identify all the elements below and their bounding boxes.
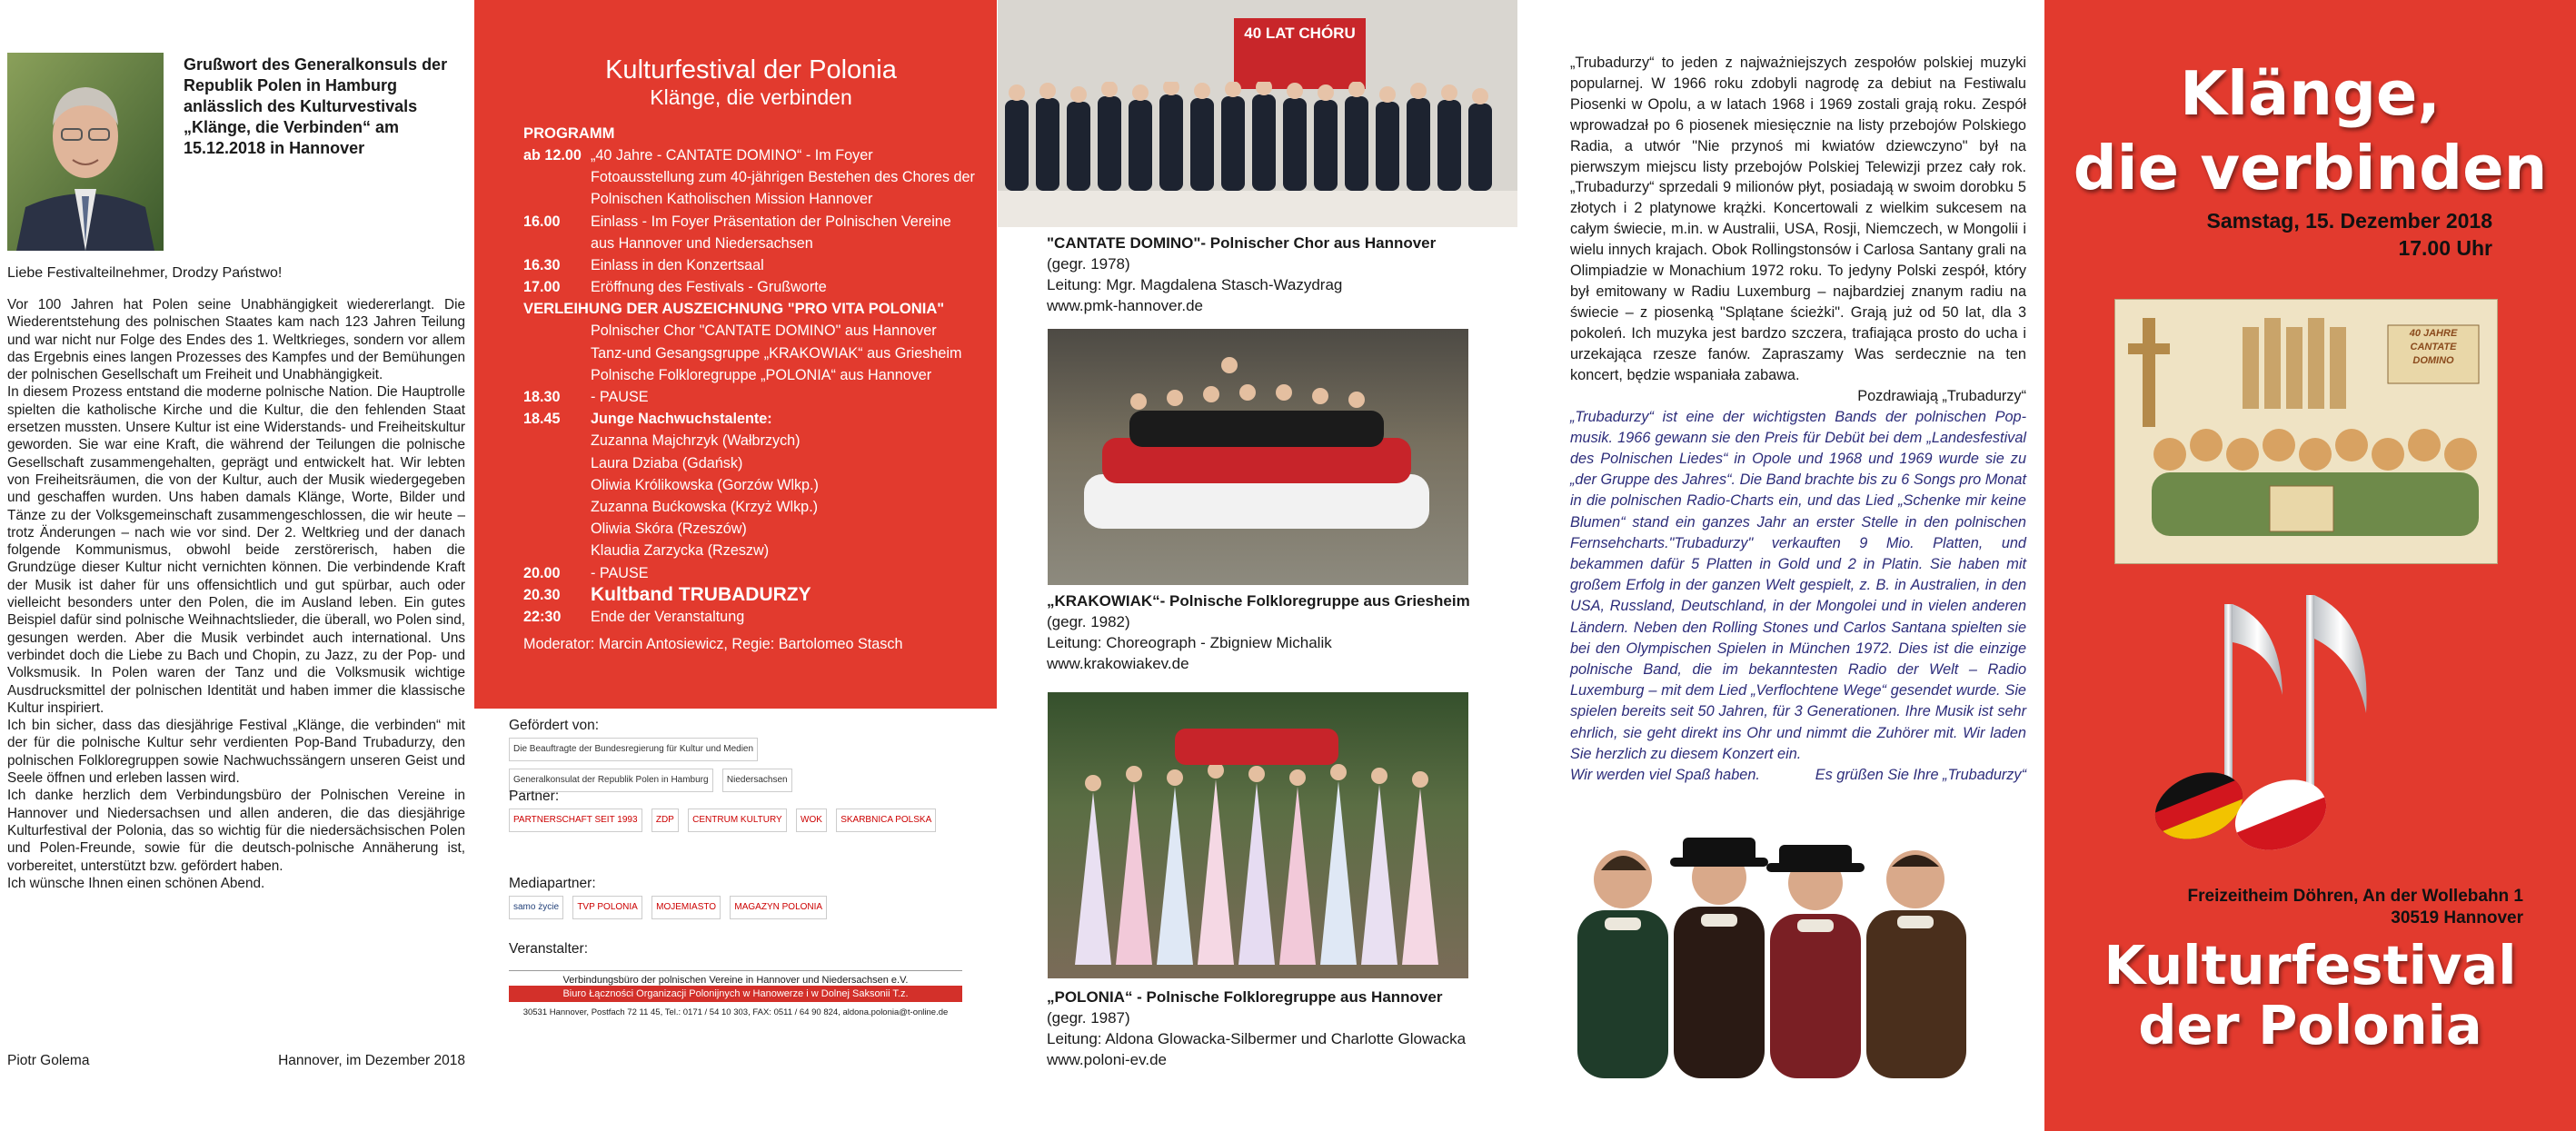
program-item: Kultband TRUBADURZY xyxy=(591,583,811,605)
organizer-address: 30531 Hannover, Postfach 72 11 45, Tel.: 0171 / 54 10 303, FAX: 0511 / 64 90 824, aldona.polonia@t-online.de xyxy=(522,1007,949,1017)
program-row xyxy=(523,540,979,561)
program-time: 18.30 xyxy=(523,389,561,406)
program-item: Einlass in den Konzertsaal xyxy=(591,257,764,274)
funded-label: Gefördert von: xyxy=(509,718,600,733)
program-row xyxy=(523,364,979,386)
band-text-german: „Trubadurzy“ ist eine der wichtigsten Bands der polnischen Pop-musik. 1966 gewann sie den Preis für Debüt bei dem „Landesfestival des Polnischen Liedes“ in Opole und 1968 und 1969 wurde sie zu „der Gruppe des Jahres“. Die Band brachte bis zu 6 Songs pro Monat in die polnischen Radio-Charts ein, und das Lied „Schenke mir keine Blumen“ stand ein ganzes Jahr an erster Stelle in den polnischen Fernsehcharts."Trubadurzy" verkauften 9 Mio. Platten, und bekammen dafür 5 Platten in Gold und 2 in Platin. Sie haben mit großem Erfolg in der ganzen Welt gespielt, z. B. in Australien, in den USA, Russland, Deutschland, in der Mongolei und in vielen anderen Ländern. Neben den Rolling Stones und Carlos Santana spielten sie bei den Olympischen Spielen in München 1972. Dies ist die einzige polnische Band, die im bekanntesten Radio der Welt – Radio Luxemburg – mit dem Lied „Verflochtene Wege“ gesendet wurde. Sie spielen bereits seit 50 Jahren, für 3 Generationen. Ihre Musik ist sehr ehrlich, sie geht direkt ins Ohr und nimmt die Zuhörer mit. Wir laden Sie herzlich zu diesem Konzert ein. xyxy=(1570,408,2026,762)
krakowiak-caption xyxy=(1047,590,1470,674)
program-row xyxy=(523,408,979,430)
program-row xyxy=(523,342,979,364)
funders-logos xyxy=(509,734,962,789)
caption-website: www.poloni-ev.de xyxy=(1047,1051,1167,1068)
caption-founded: (gegr. 1978) xyxy=(1047,255,1130,273)
letter-paragraph: In diesem Prozess entstand die moderne polnische Nation. Die Hauptrolle spielten die katholische Kirche und die Kultur, die den fehlenden Staat ersetzen mussten. Unsere Kultur ist eine Widerstands- und Freiheitskultur geworden. Sie war eine Kraft, die während der Teilungen die polnische Gesellschaft zusammengehalten, geprägt und entwickelt hat. Wir lebten von Freiheitsräumen, die von der Kultur, auch der Musik wiedergegeben und geschaffen wurden. Uns haben damals Klänge, Worte, Bilder und Tänze zu der Volksgemeinschaft zusammengeschlossen, die wir heute – trotz Änderungen – nach wie vor sind. Der 2. Weltkrieg und der danach folgende Kommunismus, obwohl beide zerstörerisch, haben die Grundzüge dieser Kultur nicht vernichten können. Die verbindende Kraft der Musik ist daher für uns offensichtlich und gut spürbar, auch oder vielleicht besonders unter den Polen, die im Ausland leben. Ein gutes Beispiel dafür sind polnische Weihnachtslieder, die überall, wo Polen sind, gesungen werden. Aber die Musik verbindet auch international. Uns verbindet doch die Liebe zu Bach und Chopin, zu Jazz, zu der Pop- und Volksmusik. In Polen waren der Tanz und die Volksmusik wichtige Ausdrucksmittel der polnischen Identität und haben immer die klassische Kultur inspiriert. xyxy=(7,384,465,716)
event-date: Samstag, 15. Dezember 2018 xyxy=(2206,209,2492,233)
program-item: „40 Jahre - CANTATE DOMINO“ - Im Foyer Fotoausstellung zum 40-jährigen Bestehen des Chores der Polnischen Katholischen Mission Hannover xyxy=(591,147,975,208)
sponsor-logo: ZDP xyxy=(651,809,679,832)
program-item: Junge Nachwuchstalente: xyxy=(591,411,772,428)
program-time: 20.30 xyxy=(523,586,561,603)
program-row xyxy=(523,496,979,518)
cover-bottom-line1: Kulturfestival xyxy=(2104,934,2517,997)
program-row xyxy=(523,254,979,276)
caption-title: „KRAKOWIAK“- Polnische Folkloregruppe aus Griesheim xyxy=(1047,592,1470,610)
program-title: Kulturfestival der Polonia xyxy=(605,55,897,84)
caption-founded: (gegr. 1982) xyxy=(1047,613,1130,630)
program-row xyxy=(523,276,979,298)
award-item: Polnischer Chor "CANTATE DOMINO" aus Hannover xyxy=(591,322,937,340)
program-row xyxy=(523,386,979,408)
letter-body xyxy=(7,296,465,892)
sponsor-logo: CENTRUM KULTURY xyxy=(688,809,787,832)
band-sign-right: Es grüßen Sie Ihre „Trubadurzy“ xyxy=(1815,766,2026,783)
youth-talent: Oliwia Królikowska (Gorzów Wlkp.) xyxy=(591,476,819,493)
program-time: 17.00 xyxy=(523,279,561,296)
greeting-panel xyxy=(0,0,474,1131)
program-time: 16.30 xyxy=(523,257,561,274)
music-note-icon xyxy=(2144,568,2417,886)
sponsor-logo: Generalkonsulat der Republik Polen in Hamburg xyxy=(509,769,713,792)
sponsor-logo: MAGAZYN POLONIA xyxy=(730,896,827,919)
salutation: Liebe Festivalteilnehmer, Drodzy Państwo! xyxy=(7,265,283,281)
cover-bottom-line2: der Polonia xyxy=(2138,994,2482,1057)
sponsor-logo: SKARBNICA POLSKA xyxy=(836,809,936,832)
program-row xyxy=(523,320,979,342)
program-row xyxy=(523,144,979,211)
moderator-line: Moderator: Marcin Antosiewicz, Regie: Bartolomeo Stasch xyxy=(523,636,903,653)
media-logos xyxy=(509,892,962,941)
program-row xyxy=(523,518,979,540)
program-row xyxy=(523,452,979,474)
sponsor-logo: Niedersachsen xyxy=(722,769,792,792)
signature-place: Hannover, im Dezember 2018 xyxy=(278,1053,465,1068)
cover-title-line2: die verbinden xyxy=(2073,133,2548,203)
program-item: - PAUSE xyxy=(591,389,649,406)
program-row xyxy=(523,606,979,628)
caption-leader: Leitung: Mgr. Magdalena Stasch-Wazydrag xyxy=(1047,276,1343,293)
organizer-name-pl: Biuro Łączności Organizacji Polonijnych w Hanowerze i w Dolnej Saksonii T.z. xyxy=(509,986,962,1002)
program-item: Ende der Veranstaltung xyxy=(591,609,745,626)
poster-illustration xyxy=(2114,299,2498,564)
groups-panel xyxy=(997,0,1517,1131)
krakowiak-photo xyxy=(1048,329,1468,585)
caption-leader: Leitung: Choreograph - Zbigniew Michalik xyxy=(1047,634,1332,651)
letter-paragraph: Ich danke herzlich dem Verbindungsbüro der Polnischen Vereine in Hannover und Niedersachsen und allen anderen, die das diesjährige Kulturfestival der Polonia, das so wichtig für die niedersächsischen Polen und Polen-Freunde, sowie für die deutsch-polnische Annäherung ist, vorbereitet, unterstützt bzw. gefördert haben. xyxy=(7,788,465,874)
letter-paragraph: Ich bin sicher, dass das diesjährige Festival „Klänge, die verbinden“ mit der für die polnische Kultur sehr verdienten Pop-Band Trubadurzy, den polnischen Folkloregruppen sowie Nachwuchssängern unseren Geist und Seele öffnen und erleben lassen wird. xyxy=(7,718,465,787)
band-sign-german xyxy=(1570,765,2026,786)
program-row xyxy=(523,562,979,584)
venue-address-1: Freizeitheim Döhren, An der Wollebahn 1 xyxy=(2187,887,2523,906)
choir-banner: 40 LAT CHÓRU xyxy=(1234,18,1366,89)
program-item: Einlass - Im Foyer Präsentation der Polnischen Vereine aus Hannover und Niedersachsen xyxy=(591,213,951,252)
youth-talent: Zuzanna Bućkowska (Krzyż Wlkp.) xyxy=(591,499,819,516)
consul-portrait xyxy=(7,53,164,251)
youth-talent: Zuzanna Majchrzyk (Wałbrzych) xyxy=(591,432,801,450)
poster-text: 40 JAHRE CANTATE DOMINO xyxy=(2409,328,2458,366)
program-heading: PROGRAMM xyxy=(523,124,615,142)
letter-paragraph: Ich wünsche Ihnen einen schönen Abend. xyxy=(7,875,265,891)
signature-name: Piotr Golema xyxy=(7,1053,90,1068)
program-item: Eröffnung des Festivals - Grußworte xyxy=(591,279,827,296)
band-photo xyxy=(1565,819,1999,1078)
band-panel xyxy=(1517,0,2044,1131)
caption-title: "CANTATE DOMINO"- Polnischer Chor aus Hannover xyxy=(1047,234,1437,252)
choir-figures xyxy=(998,82,1517,227)
program-row xyxy=(523,430,979,451)
choir-photo xyxy=(998,0,1517,227)
polonia-photo xyxy=(1048,692,1468,978)
youth-talent: Laura Dziaba (Gdańsk) xyxy=(591,454,743,471)
program-subtitle: Klänge, die verbinden xyxy=(650,85,852,109)
polonia-caption xyxy=(1047,987,1466,1070)
band-sign-left: Wir werden viel Spaß haben. xyxy=(1570,766,1760,783)
cover-panel xyxy=(2044,0,2576,1131)
sponsor-logo: MOJEMIASTO xyxy=(651,896,721,919)
event-time: 17.00 Uhr xyxy=(2398,236,2492,260)
program-box xyxy=(474,0,997,709)
partner-logos xyxy=(509,805,962,876)
organizer-label: Veranstalter: xyxy=(509,941,589,957)
venue-address-2: 30519 Hannover xyxy=(2391,908,2523,928)
program-time: 22:30 xyxy=(523,609,562,626)
program-time: 20.00 xyxy=(523,564,561,581)
program-time: 18.45 xyxy=(523,411,561,428)
program-row xyxy=(523,474,979,496)
caption-website: www.pmk-hannover.de xyxy=(1047,297,1203,314)
organizer-name: Verbindungsbüro der polnischen Vereine in Hannover und Niedersachsen e.V. xyxy=(509,970,962,986)
program-time: ab 12.00 xyxy=(523,147,582,164)
signature-row xyxy=(7,1053,465,1069)
polonia-figures xyxy=(1048,692,1468,978)
sponsor-logo: Die Beauftragte der Bundesregierung für Kultur und Medien xyxy=(509,738,758,761)
band-sign-polish: Pozdrawiają „Trubadurzy“ xyxy=(1857,387,2026,404)
sponsor-logo: PARTNERSCHAFT SEIT 1993 xyxy=(509,809,642,832)
caption-title: „POLONIA“ - Polnische Folkloregruppe aus Hannover xyxy=(1047,988,1443,1006)
youth-talent: Oliwia Skóra (Rzeszów) xyxy=(591,521,747,538)
program-row xyxy=(523,633,979,655)
caption-website: www.krakowiakev.de xyxy=(1047,655,1189,672)
award-heading: VERLEIHUNG DER AUSZEICHNUNG "PRO VITA POLONIA" xyxy=(523,300,945,318)
youth-talent: Klaudia Zarzycka (Rzeszw) xyxy=(591,542,770,560)
program-row xyxy=(523,211,979,254)
sponsor-logo: WOK xyxy=(796,809,827,832)
krakowiak-figures xyxy=(1048,329,1468,585)
band-text-polish: „Trubadurzy“ to jeden z najważniejszych zespołów polskiej muzyki popularnej. W 1966 roku zdobyli nagrodę za debiut na Festiwalu Piosenki w Opolu, a w latach 1968 i 1969 zostali grają roku. Zespół wprowadzał po 6 piosenek miesięcznie na listy przebojów Polskiego Radia, a utwór "Nie przynoś mi kwiatów dziewczyno" był na pierwszym miejscu listy przebojów Polskiej Telewizji przez cały rok. „Trubadurzy“ sprzedali 9 milionów płyt, posiadają w swoim dorobku 5 złotych i 2 platynowe krążki. Koncertowali z wielkim sukcesem na całym świecie, m.in. w Australii, USA, Rosji, Niemczech, w Mongolii i wielu innych krajach. Obok Rollingstonsów i Carlosa Santany grali na Olimpiadzie w Monachium 1972 roku. To jedyny Polski zespół, który był emitowany w Radiu Luxemburg – najbardziej znanym radiu na świecie – z piosenką "Splątane ścieżki". Grają już od 50 lat, dla 3 pokoleń. Ich muzyka jest bardzo szczera, trafiająca prosto do ucha i urzekająca rzesze fanów. Zapraszamy Was serdecznie na ten koncert, będzie wspaniała zabawa. xyxy=(1570,55,2026,383)
cover-title xyxy=(2044,0,2576,205)
sponsor-logo: TVP POLONIA xyxy=(572,896,642,919)
award-item: Polnische Folkloregruppe „POLONIA“ aus Hannover xyxy=(591,366,932,383)
letter-paragraph: Vor 100 Jahren hat Polen seine Unabhängigkeit wiedererlangt. Die Wiederentstehung des polnischen Staates kam nach 123 Jahren Teilung und war nicht nur Folge des Endes des 1. Weltkrieges, sondern vor allem das Ergebnis eines langen Prozesses des Kampfes und der Bemühungen der polnischen Gesellschaft um Freiheit und Unabhängigkeit. xyxy=(7,297,465,383)
media-label: Mediapartner: xyxy=(509,876,596,891)
cover-title-line1: Klänge, xyxy=(2180,58,2441,129)
sponsor-logo: samo życie xyxy=(509,896,563,919)
award-item: Tanz-und Gesangsgruppe „KRAKOWIAK“ aus Griesheim xyxy=(591,344,962,362)
program-row xyxy=(523,584,979,606)
greeting-title: Grußwort des Generalkonsuls der Republik Polen in Hamburg anlässlich des Kulturvestivals „Klänge, die Verbinden“ am 15.12.2018 in Hannover xyxy=(184,55,448,157)
choir-caption xyxy=(1047,233,1436,316)
program-panel xyxy=(474,0,997,1131)
program-time: 16.00 xyxy=(523,213,561,230)
caption-leader: Leitung: Aldona Glowacka-Silbermer und Charlotte Glowacka xyxy=(1047,1030,1467,1047)
caption-founded: (gegr. 1987) xyxy=(1047,1009,1130,1027)
partner-label: Partner: xyxy=(509,789,560,804)
program-item: - PAUSE xyxy=(591,564,649,581)
cover-bottom-title xyxy=(2044,936,2576,1056)
sponsors-block xyxy=(474,709,997,1072)
